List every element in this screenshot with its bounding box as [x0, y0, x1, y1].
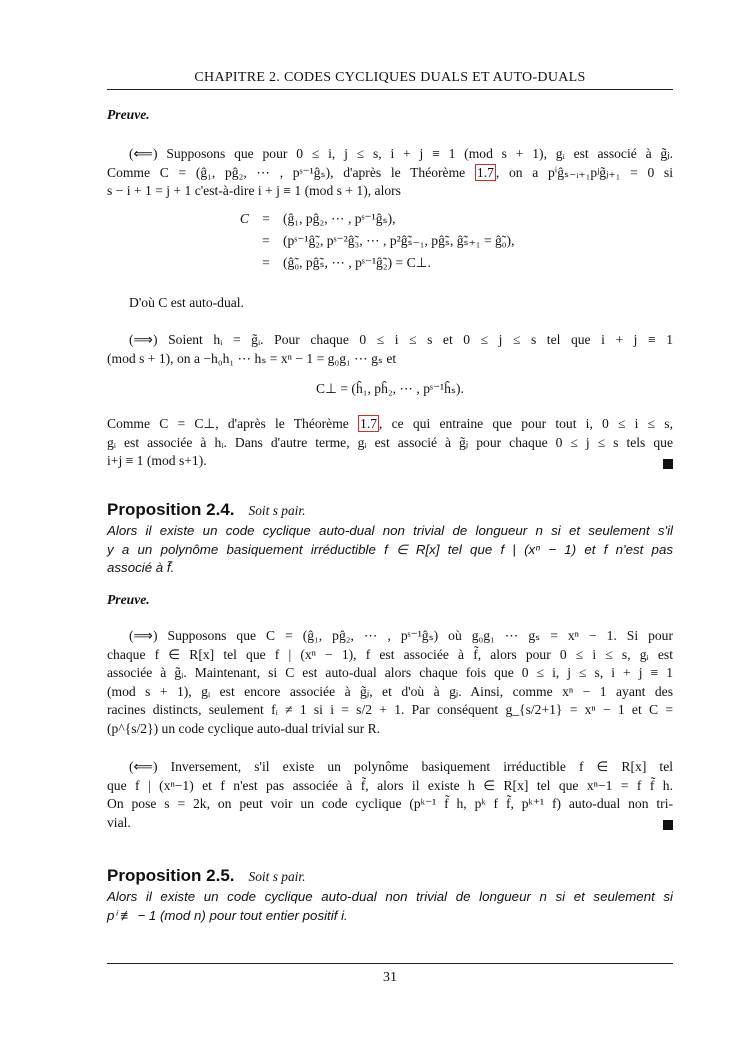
proposition-hypothesis: Soit s pair. [248, 869, 306, 884]
text-line: (mod s + 1), on a −h₀h₁ ⋯ hₛ = xⁿ − 1 = g₀g₁ ⋯ gₛ et [107, 350, 397, 366]
text-line: associée à g̃ᵢ. Maintenant, si C est auto-dual alors chaque fois que 0 ≤ i, j ≤ s, i + j ≡ 1 [107, 665, 673, 681]
header-rule [107, 89, 673, 90]
text-line: gᵢ est associée à hᵢ. Dans d'autre terme, gᵢ est associé à g̃ⱼ pour chaque 0 ≤ j ≤ s tels que [107, 434, 673, 450]
aligned-equation [227, 208, 667, 274]
proposition-hypothesis: Soit s pair. [248, 503, 306, 518]
text-line: (⟸) Supposons que pour 0 ≤ i, j ≤ s, i + j ≡ 1 (mod s + 1), gᵢ est associé à g̃ⱼ. [129, 146, 673, 161]
proposition-2-4-statement [107, 522, 673, 578]
text-line: associé à f̃. [107, 560, 175, 576]
text-line: Alors il existe un code cyclique auto-dual non trivial de longueur n si et seulement si [107, 889, 673, 904]
page [107, 0, 673, 1053]
text-line: y a un polynôme basiquement irréductible f ∈ R[x] tel que f | (xⁿ − 1) et f n'est pas [107, 541, 673, 557]
equation-row: = (pˢ⁻¹ĝ̃₂, pˢ⁻²ĝ̃₃, ⋯ , p²ĝ̃ₛ₋₁, pĝ̃ₛ, ĝ̃ₛ₊₁ = ĝ̃₀), [262, 233, 515, 248]
display-equation: C⊥ = (ĥ₁, pĥ₂, ⋯ , pˢ⁻¹ĥₛ). [316, 381, 464, 396]
proof1-paragraph-1 [107, 145, 673, 201]
proposition-2-4-heading [107, 501, 673, 521]
equation-row: C = (ĝ₁, pĝ₂, ⋯ , pˢ⁻¹ĝₛ), [239, 211, 396, 226]
text-line: pⁱ ≢ − 1 (mod n) pour tout entier positif i. [107, 907, 348, 923]
text-line: (⟹) Supposons que C = (ĝ₁, pĝ₂, ⋯ , pˢ⁻¹ĝₛ) où g₀g₁ ⋯ gₛ = xⁿ − 1. Si pour [129, 628, 673, 643]
proof-label: Preuve. [107, 592, 150, 607]
proof-label: Preuve. [107, 107, 150, 122]
text-line: (p^{s/2}) un code cyclique auto-dual trivial sur R. [107, 720, 381, 736]
text-line: Alors il existe un code cyclique auto-dual non trivial de longueur n si et seulement s'il [107, 523, 673, 538]
proof2-paragraph-1 [107, 627, 673, 739]
text-line: (mod s + 1), gᵢ est encore associée à g̃ⱼ, et d'où à gⱼ. Ainsi, comme xⁿ − 1 ayant des [107, 683, 673, 699]
text-line: Comme C = C⊥, d'après le Théorème 1.7 , ce qui entraine que pour tout i, 0 ≤ i ≤ s, [107, 416, 673, 431]
proposition-2-5-heading [107, 867, 673, 887]
proposition-2-5-statement [107, 888, 673, 925]
text-line: chaque f ∈ R[x] tel que f | (xⁿ − 1), f est associée à f̃, alors pour 0 ≤ i ≤ s, gᵢ est [107, 646, 673, 662]
proposition-title: Proposition 2.4. [107, 500, 235, 519]
text-line: racines distincts, seulement fᵢ ≠ 1 si i = s/2 + 1. Par conséquent g_{s/2+1} = xⁿ − 1 et C = [107, 702, 673, 718]
proof1-conclusion: D'où C est auto-dual. [129, 295, 244, 310]
qed-square-icon [663, 820, 673, 830]
text-line: (⟸) Inversement, s'il existe un polynôme basiquement irréductible f ∈ R[x] tel [129, 759, 673, 774]
text-line: Comme C = (ĝ₁, pĝ₂, ⋯ , pˢ⁻¹ĝₛ), d'après le Théorème 1.7 , on a pⁱĝₛ₋ᵢ₊₁pʲg̃ⱼ₊₁ = 0 si [107, 164, 673, 180]
text-line: que f | (xⁿ−1) et f n'est pas associée à f̃, alors il existe h ∈ R[x] tel que xⁿ−1 = f f̃ h. [107, 777, 673, 793]
proof2-paragraph-2 [107, 758, 673, 832]
theorem-reference-link[interactable]: 1.7 [360, 416, 378, 431]
text-line: (⟹) Soient hᵢ = g̃ᵢ. Pour chaque 0 ≤ i ≤ s et 0 ≤ j ≤ s tel que i + j ≡ 1 [129, 332, 673, 347]
text-line: s − i + 1 = j + 1 c'est-à-dire i + j ≡ 1 (mod s + 1), alors [107, 183, 401, 199]
text-line: On pose s = 2k, on peut voir un code cyclique (pᵏ⁻¹ f̃ h, pᵏ f f̃, pᵏ⁺¹ f) auto-dual non tri- [107, 796, 673, 812]
text-line: vial. [107, 814, 131, 830]
footer-rule [107, 963, 673, 964]
proof1-paragraph-3 [107, 415, 673, 471]
running-title: CHAPITRE 2. CODES CYCLIQUES DUALS ET AUTO-DUALS [194, 70, 586, 85]
proposition-title: Proposition 2.5. [107, 866, 235, 885]
qed-square-icon [663, 459, 673, 469]
theorem-reference-link[interactable]: 1.7 [476, 164, 494, 180]
page-number: 31 [383, 970, 397, 985]
proof1-paragraph-2 [107, 331, 673, 368]
equation-row: = (ĝ̃₀, pĝ̃ₛ, ⋯ , pˢ⁻¹ĝ̃₂) = C⊥. [262, 255, 431, 270]
text-line: i+j ≡ 1 (mod s+1). [107, 453, 207, 469]
